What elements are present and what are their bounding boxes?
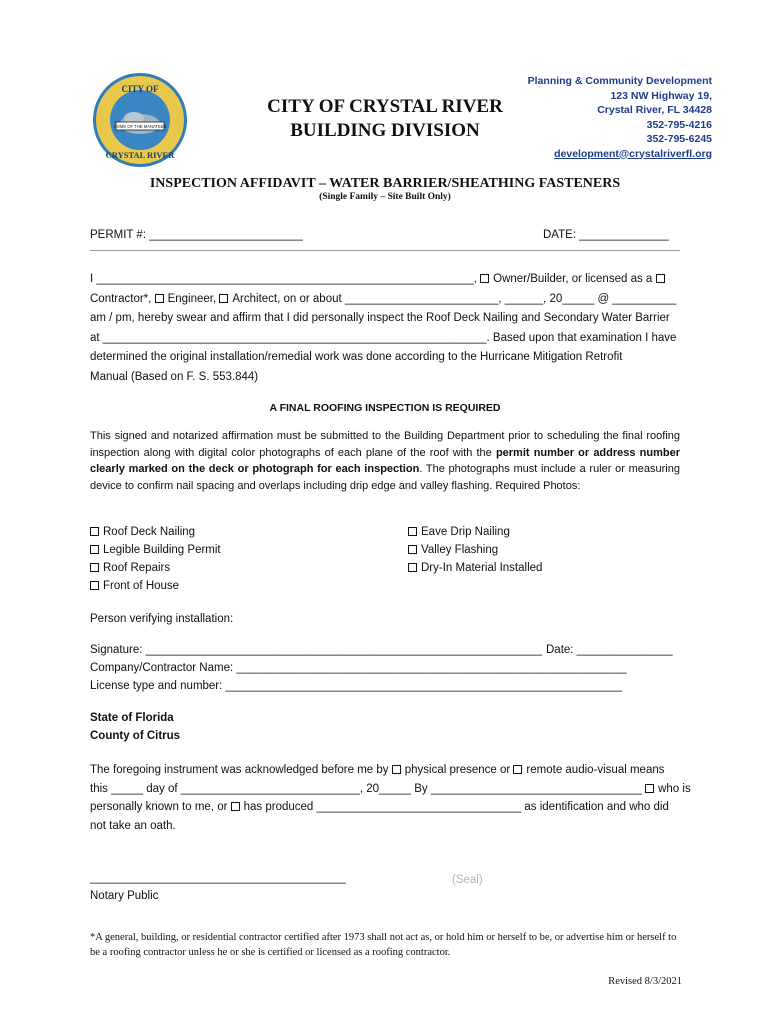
- state-label: State of Florida: [90, 712, 174, 724]
- dept-phone-2: 352-795-6245: [646, 133, 712, 145]
- notary-public-label: Notary Public: [90, 890, 159, 902]
- contractor-label: Contractor*,: [90, 292, 152, 305]
- physical-presence-checkbox[interactable]: [392, 765, 401, 774]
- produced-id-checkbox[interactable]: [231, 802, 240, 811]
- photo-item[interactable]: Dry-In Material Installed: [408, 559, 542, 577]
- architect-date-field[interactable]: Architect, on or about ________________________, ______, 20_____ @ __________: [232, 292, 677, 305]
- final-inspection-notice: A FINAL ROOFING INSPECTION IS REQUIRED: [269, 402, 501, 414]
- divider: [90, 250, 680, 251]
- city-seal-logo: [92, 72, 188, 168]
- dept-name: Planning & Community Development: [527, 75, 712, 87]
- contractor-footnote: *A general, building, or residential contractor certified after 1973 shall not act as, or hold him or herself to be, or advertise him or herself to be a roofing contractor unless he or she is certified or licensed as a roofing contractor.: [90, 932, 677, 958]
- physical-presence-label: physical presence or: [404, 764, 511, 776]
- photo-item[interactable]: Eave Drip Nailing: [408, 523, 542, 541]
- photo-item[interactable]: Valley Flashing: [408, 541, 542, 559]
- instructions-paragraph: [90, 428, 680, 494]
- produced-id-field[interactable]: has produced ________________________________ as identification and who did: [243, 801, 669, 813]
- known-checkbox[interactable]: [645, 784, 654, 793]
- document-title: INSPECTION AFFIDAVIT – WATER BARRIER/SHEATHING FASTENERS: [149, 176, 621, 191]
- company-field[interactable]: Company/Contractor Name: _____________________________________________________________: [90, 662, 627, 674]
- city-title-line2: BUILDING DIVISION: [290, 120, 480, 141]
- dept-address-1: 123 NW Highway 19,: [610, 89, 712, 102]
- svg-text:CRYSTAL RIVER: CRYSTAL RIVER: [105, 150, 175, 160]
- seal-label: (Seal): [452, 874, 483, 886]
- checkbox-icon[interactable]: [90, 527, 99, 536]
- checkbox-icon[interactable]: [408, 545, 417, 554]
- owner-builder-checkbox[interactable]: [480, 274, 489, 283]
- affirm-line-6: Manual (Based on F. S. 553.844): [90, 370, 259, 383]
- notary-text-d: not take an oath.: [90, 819, 176, 832]
- architect-checkbox[interactable]: [219, 294, 228, 303]
- checkbox-icon[interactable]: [90, 545, 99, 554]
- notary-paragraph: [90, 761, 690, 835]
- checkbox-icon[interactable]: [90, 563, 99, 572]
- checkbox-icon[interactable]: [408, 563, 417, 572]
- photo-item[interactable]: Legible Building Permit: [90, 541, 221, 559]
- license-field[interactable]: License type and number: ______________________________________________________________: [90, 680, 623, 692]
- name-field[interactable]: I ___________________________________________________________,: [90, 273, 477, 285]
- dept-contact-block: [528, 74, 712, 161]
- county-label: County of Citrus: [90, 730, 181, 742]
- photos-checklist-right: [408, 523, 542, 577]
- document-subtitle: (Single Family – Site Built Only): [319, 192, 451, 202]
- notary-date-by-field[interactable]: this _____ day of ____________________________, 20_____ By _________________________________: [90, 782, 642, 795]
- remote-av-label: remote audio-visual means: [526, 764, 665, 776]
- notary-signature-line[interactable]: ________________________________________: [90, 872, 346, 884]
- signature-date-field[interactable]: Date: _______________: [546, 644, 673, 656]
- address-field[interactable]: at ____________________________________________________________. Based upon that examination I have: [90, 331, 677, 344]
- revised-date: Revised 8/3/2021: [608, 976, 682, 987]
- svg-text:HOME OF THE MANATEES: HOME OF THE MANATEES: [113, 124, 167, 129]
- notary-text-c1: personally known to me, or: [90, 801, 228, 813]
- photos-checklist-left: [90, 523, 221, 595]
- checkbox-icon[interactable]: [90, 581, 99, 590]
- photo-item[interactable]: Roof Repairs: [90, 559, 221, 577]
- licensed-checkbox[interactable]: [656, 274, 665, 283]
- instructions-text-2: . The photographs must include a ruler or measuring device to confirm nail spacing and overlaps including drip edge and valley flashing. Required Photos:: [90, 463, 680, 492]
- instructions-bold: permit number or address number clearly marked on the deck or photograph for each inspection: [90, 446, 680, 475]
- svg-text:CITY OF: CITY OF: [121, 84, 159, 94]
- affirmation-paragraph: [90, 270, 690, 387]
- engineer-checkbox[interactable]: [155, 294, 164, 303]
- photo-item[interactable]: Roof Deck Nailing: [90, 523, 221, 541]
- remote-av-checkbox[interactable]: [513, 765, 522, 774]
- permit-field[interactable]: PERMIT #: ________________________: [90, 229, 303, 241]
- affirm-line-3: am / pm, hereby swear and affirm that I did personally inspect the Roof Deck Nailing and Secondary Water Barrier: [90, 312, 670, 324]
- city-title: [230, 95, 540, 143]
- instructions-text-1: This signed and notarized affirmation must be submitted to the Building Department prior to scheduling the final roofing inspection along with digital color photographs of each plane of the roof with the: [90, 430, 680, 459]
- known-label: who is: [658, 782, 691, 795]
- dept-address-2: Crystal River, FL 34428: [597, 104, 712, 116]
- notary-text-a1: The foregoing instrument was acknowledged before me by: [90, 764, 389, 776]
- city-title-line1: CITY OF CRYSTAL RIVER: [267, 96, 503, 117]
- engineer-label: Engineer,: [167, 292, 217, 305]
- dept-phone-1: 352-795-4216: [646, 118, 712, 131]
- photo-item[interactable]: Front of House: [90, 577, 221, 595]
- signature-field[interactable]: Signature: ______________________________________________________________: [90, 644, 543, 656]
- person-verifying-label: Person verifying installation:: [90, 613, 234, 625]
- checkbox-icon[interactable]: [408, 527, 417, 536]
- affirm-line-5: determined the original installation/remedial work was done according to the Hurricane Mitigation Retrofit: [90, 351, 623, 363]
- date-field[interactable]: DATE: ______________: [543, 229, 669, 241]
- owner-builder-label: Owner/Builder, or licensed as a: [493, 273, 653, 285]
- dept-email-link[interactable]: development@crystalriverfl.org: [554, 147, 712, 160]
